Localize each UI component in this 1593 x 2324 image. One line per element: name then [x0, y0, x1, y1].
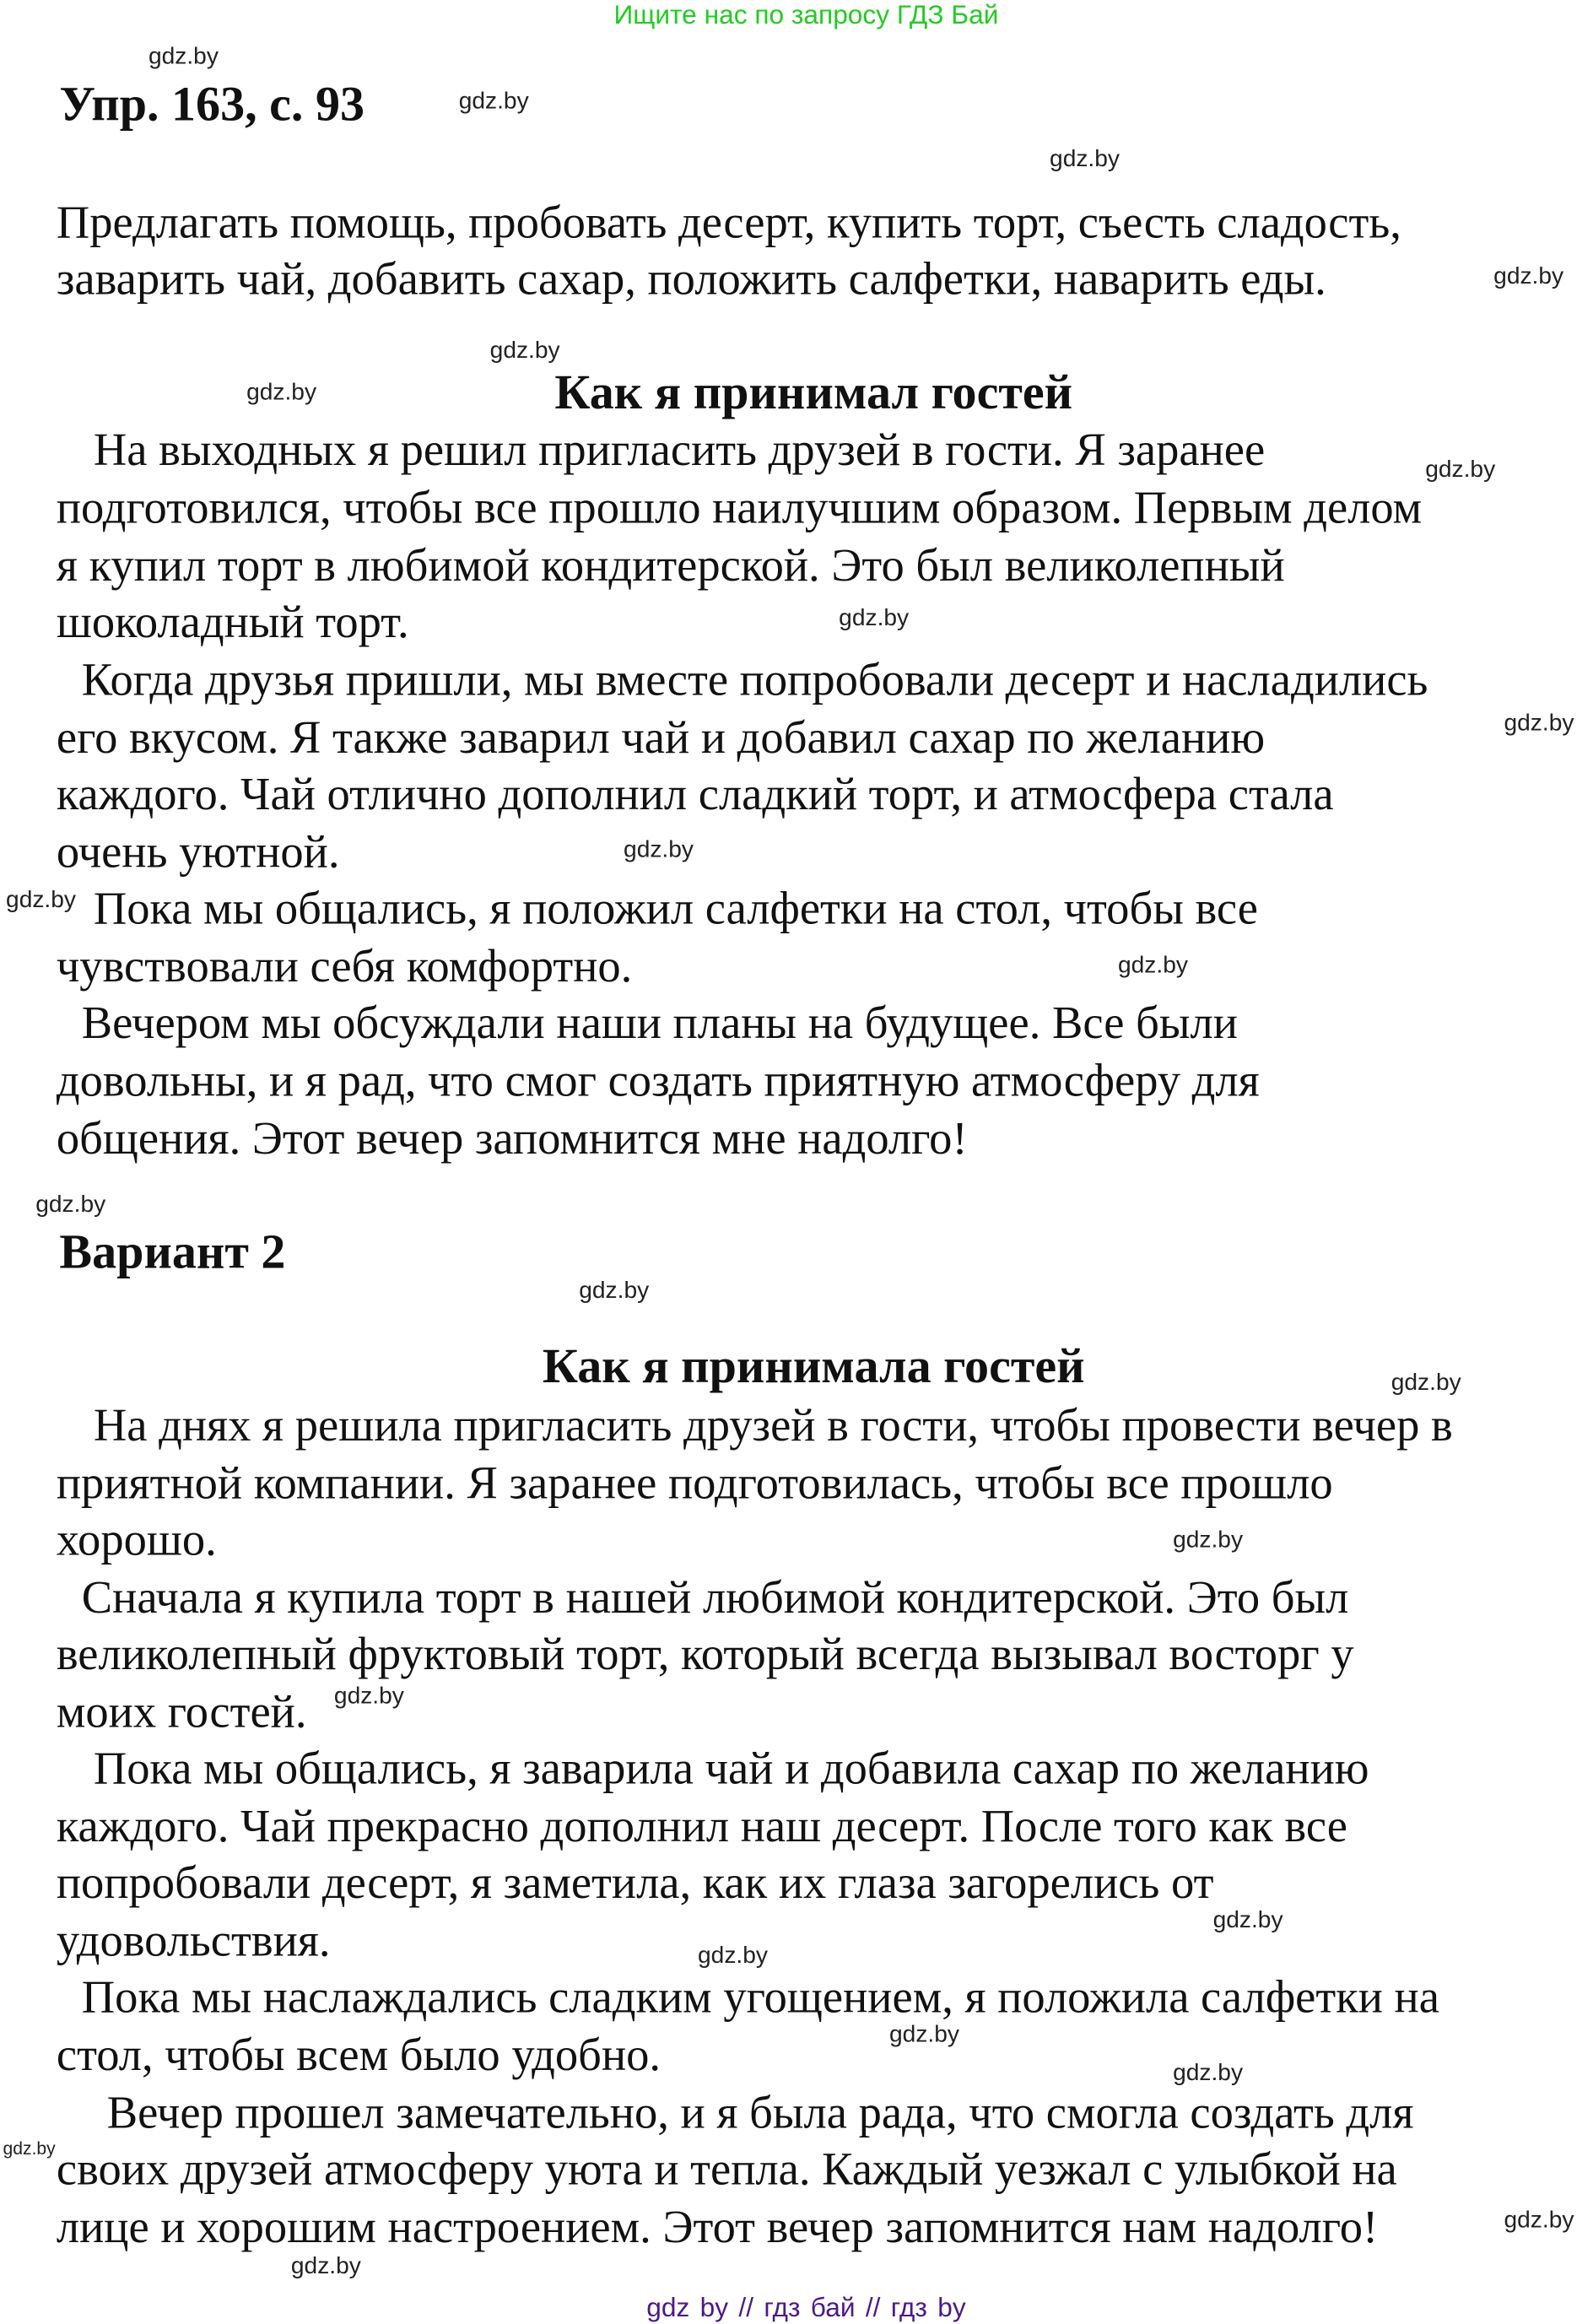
watermark: gdz.by [1425, 457, 1496, 483]
watermark: gdz.by [889, 2022, 959, 2048]
story-line: я купил торт в любимой кондитерской. Это был великолепный [56, 538, 1285, 592]
story-line: стол, чтобы всем было удобно. [56, 2028, 662, 2081]
watermark: gdz.by [333, 1684, 404, 1710]
story-line: общения. Этот вечер запомнится мне надолго! [56, 1111, 968, 1165]
watermark: gdz.by [246, 380, 317, 406]
story-line: своих друзей атмосферу уюта и тепла. Каждый уезжал с улыбкой на [56, 2143, 1397, 2195]
watermark: gdz.by [1050, 147, 1120, 173]
story-line: великолепный фруктовый торт, который всегда вызывал восторг у [56, 1627, 1354, 1680]
phrase-line: Предлагать помощь, пробовать десерт, купить торт, съесть сладость, [56, 196, 1401, 248]
story-line: довольны, и я рад, что смог создать приятную атмосферу для [56, 1054, 1260, 1106]
story-line: Пока мы общались, я положил салфетки на стол, чтобы все [93, 882, 1259, 934]
watermark: gdz.by [6, 888, 76, 914]
watermark: gdz.by [624, 837, 694, 863]
watermark: gdz.by [698, 1943, 768, 1970]
watermark: gdz.by [489, 338, 560, 365]
story-line: каждого. Чай отлично дополнил сладкий торт, и атмосфера стала [56, 767, 1334, 820]
watermark: gdz.by [290, 2254, 361, 2279]
watermark: gdz.by [579, 1278, 650, 1304]
story-line: лице и хорошим настроением. Этот вечер запомнится нам надолго! [56, 2200, 1379, 2253]
watermark: gdz.by [839, 605, 910, 631]
watermark: gdz.by [1390, 1370, 1461, 1397]
story-line: Пока мы наслаждались сладким угощением, я положила салфетки на [81, 1970, 1439, 2023]
footer-links[interactable]: gdz by // гдз бай // гдз by [646, 2292, 966, 2323]
header-search-link[interactable]: Ищите нас по запросу ГДЗ Бай [613, 0, 999, 30]
watermark: gdz.by [1117, 953, 1188, 979]
story-line: подготовился, чтобы все прошло наилучшим образом. Первым делом [56, 481, 1423, 533]
story-line: попробовали десерт, я заметила, как их глаза загорелись от [56, 1856, 1214, 1909]
variant-label: Вариант 2 [59, 1226, 286, 1280]
watermark: gdz.by [35, 1192, 106, 1218]
watermark: gdz.by [1504, 711, 1574, 737]
story-line: удовольствия. [56, 1914, 331, 1966]
story-line: Когда друзья пришли, мы вместе попробовали десерт и насладились [81, 653, 1428, 705]
story-line: На днях я решила пригласить друзей в гости, чтобы провести вечер в [93, 1398, 1453, 1451]
watermark: gdz.by [458, 89, 529, 115]
watermark: gdz.by [3, 2138, 56, 2159]
watermark: gdz.by [1173, 1527, 1244, 1554]
story-line: хорошо. [56, 1513, 217, 1565]
watermark: gdz.by [1173, 2061, 1244, 2087]
watermark: gdz.by [148, 44, 219, 70]
story-line: На выходных я решил пригласить друзей в гости. Я заранее [93, 423, 1266, 476]
story-line: очень уютной. [56, 825, 340, 878]
story-line: Вечер прошел замечательно, и я была рада, что смогла создать для [106, 2086, 1414, 2138]
story-line: моих гостей. [56, 1685, 307, 1738]
exercise-title: Упр. 163, с. 93 [59, 78, 365, 132]
story-line: Пока мы общались, я заварила чай и добавила сахар по желанию [93, 1742, 1369, 1794]
story-line: шоколадный торт. [56, 595, 409, 648]
story-line: каждого. Чай прекрасно дополнил наш десерт. После того как все [56, 1799, 1347, 1852]
story-line: его вкусом. Я также заварил чай и добавил сахар по желанию [56, 711, 1266, 764]
story-line: Сначала я купила торт в нашей любимой кондитерской. Это был [81, 1570, 1349, 1624]
watermark: gdz.by [1212, 1908, 1283, 1933]
watermark: gdz.by [1493, 264, 1564, 290]
story-line: Вечером мы обсуждали наши планы на будущее. Все были [81, 996, 1238, 1049]
story2-heading: Как я принимала гостей [542, 1340, 1085, 1395]
story-line: приятной компании. Я заранее подготовилась, чтобы все прошло [56, 1457, 1333, 1509]
watermark: gdz.by [1504, 2208, 1574, 2234]
story1-heading: Как я принимал гостей [554, 366, 1073, 420]
phrase-line: заварить чай, добавить сахар, положить салфетки, наварить еды. [56, 252, 1326, 305]
story-line: чувствовали себя комфортно. [56, 939, 633, 992]
